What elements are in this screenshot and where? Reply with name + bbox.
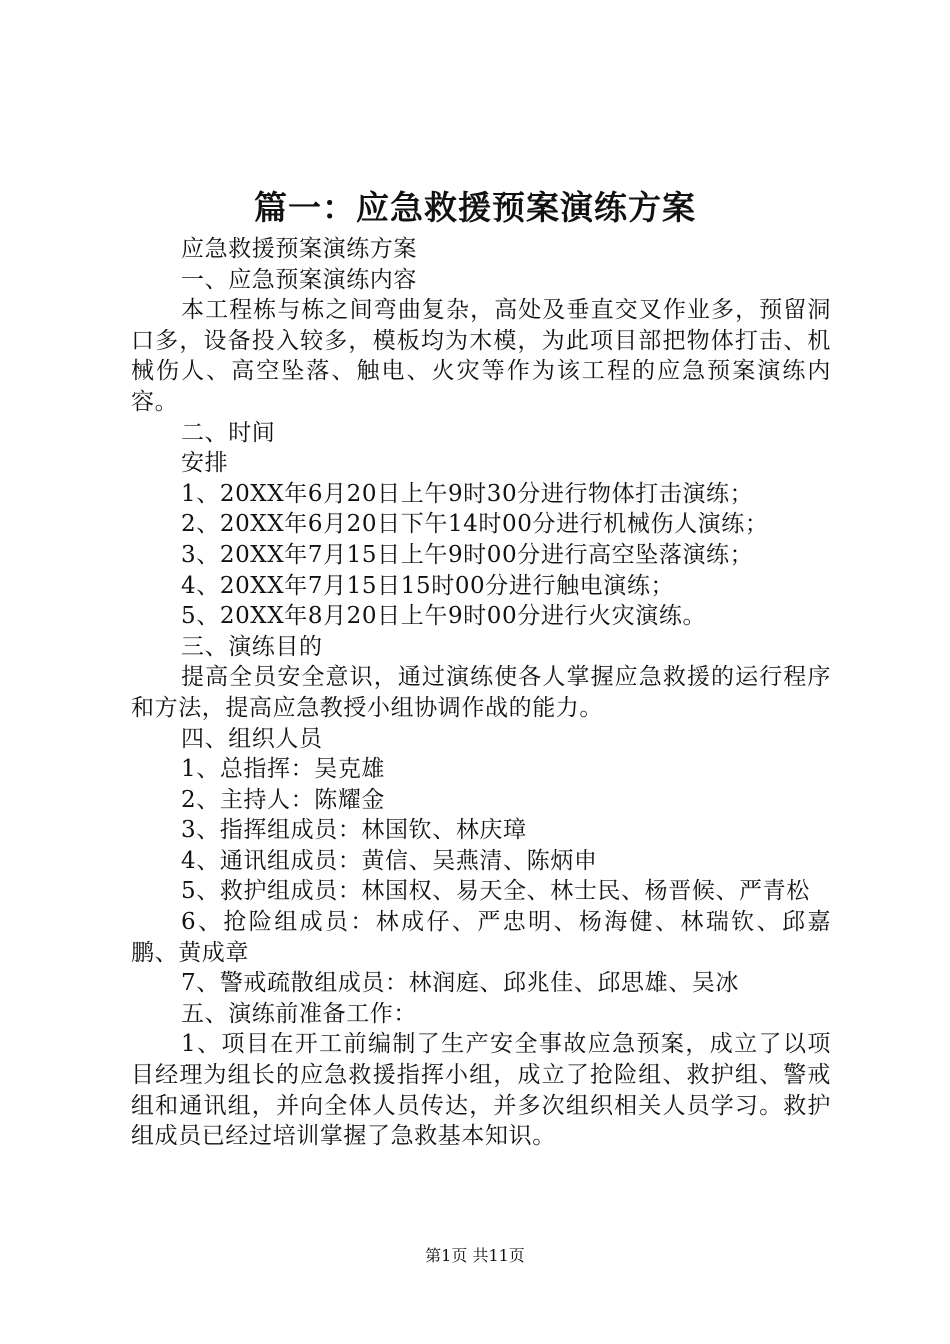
staff-item-1: 1、总指挥：吴克雄: [181, 756, 386, 783]
staff-item-3: 3、指挥组成员：林国钦、林庆璋: [181, 817, 527, 844]
section-heading-2: 二、时间: [181, 419, 276, 446]
section-heading-4: 四、组织人员: [181, 725, 323, 752]
staff-item-4: 4、通讯组成员：黄信、吴燕清、陈炳申: [181, 847, 598, 874]
paragraph-purpose: 提高全员安全意识，通过演练使各人掌握应急救援的运行程序和方法，提高应急教授小组协调作战的能力。: [131, 664, 831, 721]
schedule-item-4: 4、20XX年7月15日15时00分进行触电演练；: [181, 572, 675, 599]
paragraph-preparation: 1、项目在开工前编制了生产安全事故应急预案，成立了以项目经理为组长的应急救援指挥小组，成立了抢险组、救护组、警戒组和通讯组，并向全体人员传达，并多次组织相关人员学习。救护组成员已经过培训掌握了急救基本知识。: [131, 1031, 831, 1150]
schedule-item-1: 1、20XX年6月20日上午9时30分进行物体打击演练；: [181, 480, 754, 507]
staff-item-7: 7、警戒疏散组成员：林润庭、邱兆佳、邱思雄、吴冰: [181, 970, 740, 997]
document-body: [131, 234, 831, 1152]
staff-item-2: 2、主持人：陈耀金: [181, 786, 386, 813]
page-title: 篇一：应急救援预案演练方案: [254, 188, 696, 227]
section-heading-1: 一、应急预案演练内容: [181, 266, 417, 293]
section-heading-3: 三、演练目的: [181, 633, 323, 660]
staff-item-5: 5、救护组成员：林国权、易天全、林士民、杨晋候、严青松: [181, 878, 810, 905]
staff-item-6: 6、抢险组成员：林成仔、严忠明、杨海健、林瑞钦、邱嘉鹏、黄成章: [131, 909, 831, 966]
schedule-item-3: 3、20XX年7月15日上午9时00分进行高空坠落演练；: [181, 541, 754, 568]
page-footer: 第1页 共11页: [425, 1246, 525, 1265]
doc-subtitle: 应急救援预案演练方案: [181, 236, 417, 262]
paragraph-arrangement: 安排: [181, 450, 229, 477]
schedule-item-5: 5、20XX年8月20日上午9时00分进行火灾演练。: [181, 603, 707, 630]
paragraph-drill-content: 本工程栋与栋之间弯曲复杂，高处及垂直交叉作业多，预留洞口多，设备投入较多，模板均为木模，为此项目部把物体打击、机械伤人、高空坠落、触电、火灾等作为该工程的应急预案演练内容。: [131, 297, 831, 415]
schedule-item-2: 2、20XX年6月20日下午14时00分进行机械伤人演练；: [181, 511, 769, 538]
section-heading-5: 五、演练前准备工作：: [181, 1000, 417, 1027]
